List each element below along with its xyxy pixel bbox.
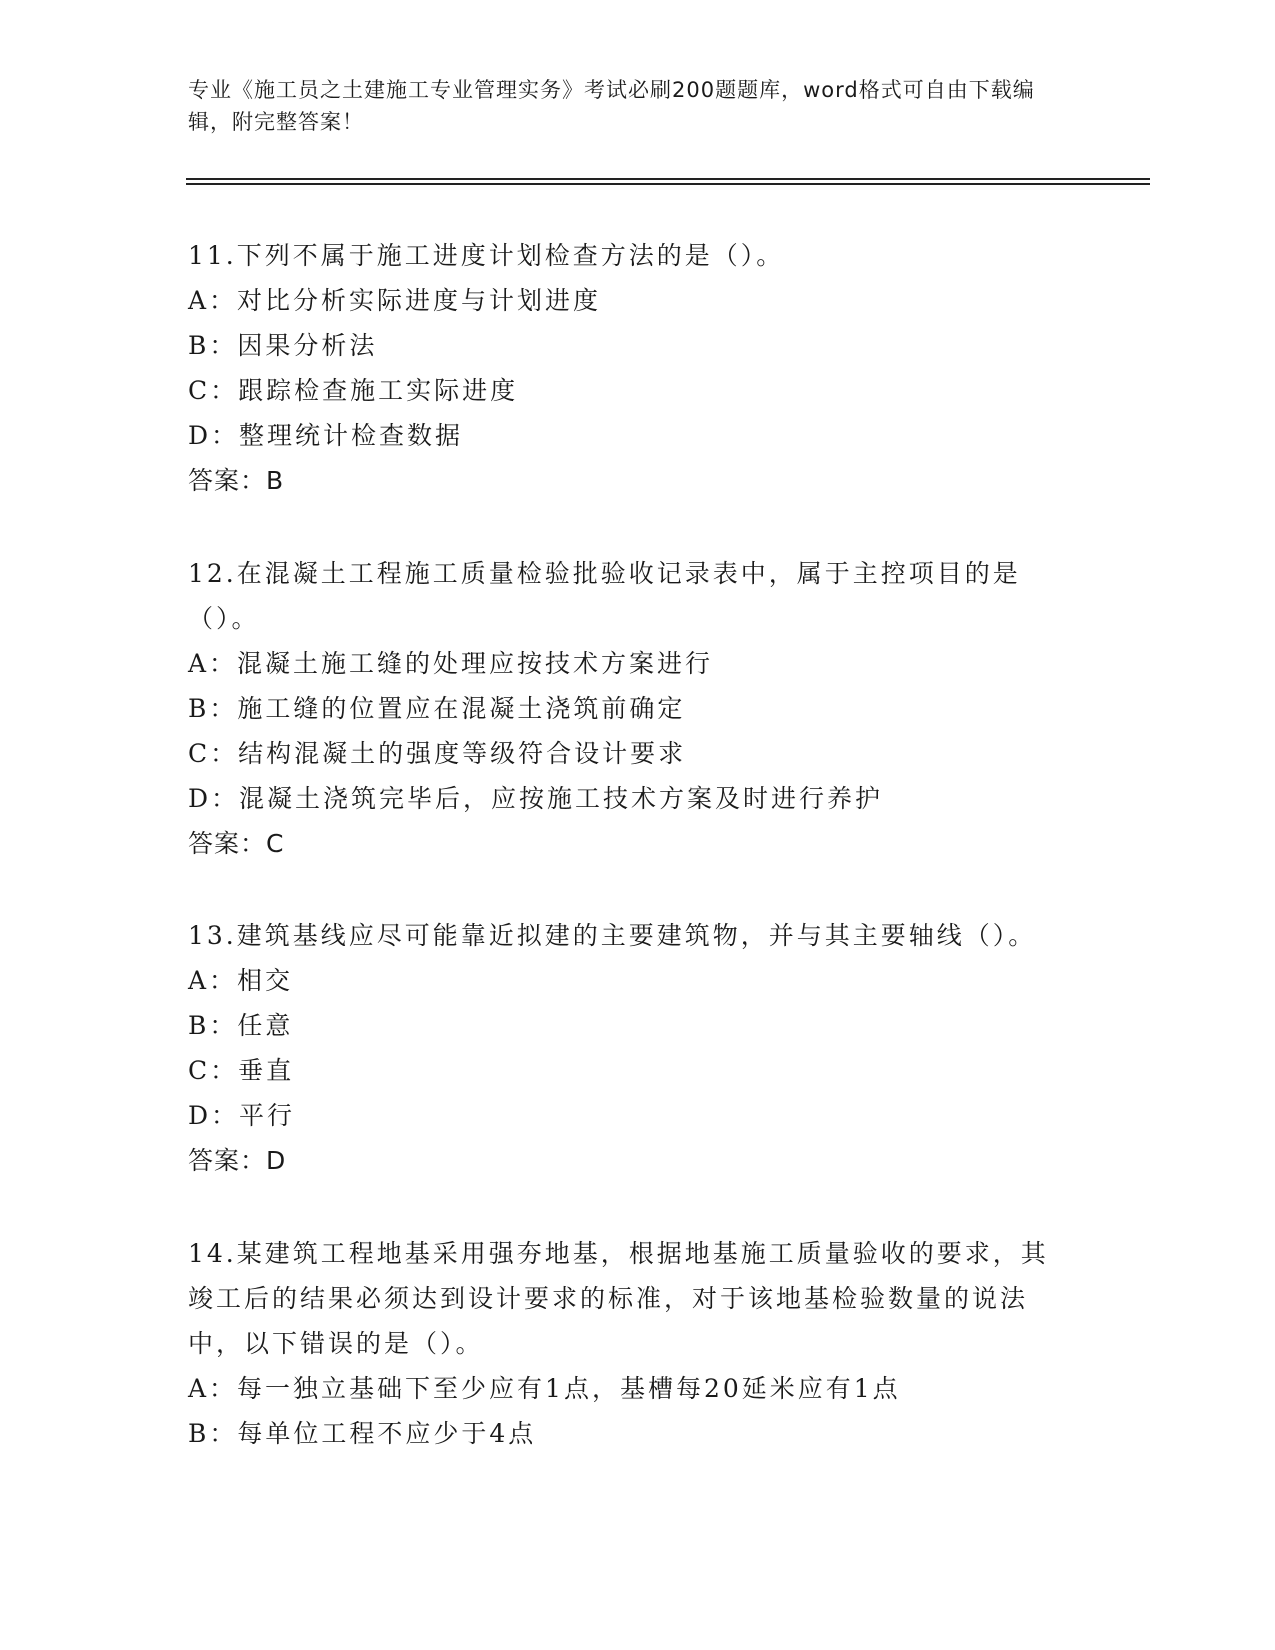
answer: 答案：B <box>188 466 285 495</box>
question-14 <box>188 1231 1068 1456</box>
document-header: 专业《施工员之土建施工专业管理实务》考试必刷200题题库，word格式可自由下载编辑，附完整答案！ <box>188 78 1035 134</box>
option-c: C：垂直 <box>188 1056 295 1085</box>
question-11 <box>188 233 1068 503</box>
option-a: A：相交 <box>188 966 294 995</box>
option-c: C：结构混凝土的强度等级符合设计要求 <box>188 739 687 768</box>
question-stem: 13.建筑基线应尽可能靠近拟建的主要建筑物，并与其主要轴线（）。 <box>188 921 1037 950</box>
question-12 <box>188 551 1068 866</box>
question-stem: 12.在混凝土工程施工质量检验批验收记录表中，属于主控项目的是（）。 <box>188 559 1021 633</box>
header-divider-bottom <box>186 183 1150 185</box>
answer: 答案：C <box>188 829 285 858</box>
option-c: C：跟踪检查施工实际进度 <box>188 376 519 405</box>
option-d: D：平行 <box>188 1101 296 1130</box>
question-stem: 14.某建筑工程地基采用强夯地基，根据地基施工质量验收的要求，其竣工后的结果必须达到设计要求的标准，对于该地基检验数量的说法中，以下错误的是（）。 <box>188 1239 1049 1358</box>
option-a: A：混凝土施工缝的处理应按技术方案进行 <box>188 649 714 678</box>
question-stem: 11.下列不属于施工进度计划检查方法的是（）。 <box>188 241 785 270</box>
question-13 <box>188 913 1068 1183</box>
option-b: B：每单位工程不应少于4点 <box>188 1419 537 1448</box>
option-b: B：因果分析法 <box>188 331 378 360</box>
option-a: A：每一独立基础下至少应有1点，基槽每20延米应有1点 <box>188 1374 901 1403</box>
option-d: D：整理统计检查数据 <box>188 421 464 450</box>
option-b: B：任意 <box>188 1011 294 1040</box>
option-b: B：施工缝的位置应在混凝土浇筑前确定 <box>188 694 686 723</box>
option-a: A：对比分析实际进度与计划进度 <box>188 286 602 315</box>
header-divider-top <box>186 178 1150 180</box>
option-d: D：混凝土浇筑完毕后，应按施工技术方案及时进行养护 <box>188 784 884 813</box>
answer: 答案：D <box>188 1146 287 1175</box>
